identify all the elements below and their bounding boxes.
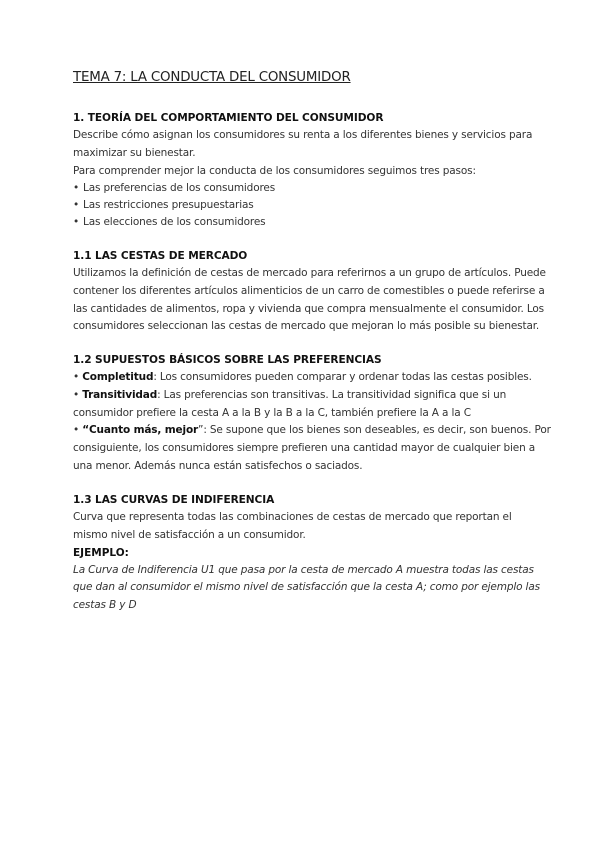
bullet-icon: •: [73, 371, 83, 383]
example-line: cestas B y D: [73, 599, 137, 612]
example-label: EJEMPLO:: [73, 546, 129, 559]
bullet-text: : Las preferencias son transitivas. La transitividad significa que si un: [157, 388, 507, 401]
bullet-icon: •: [73, 182, 80, 195]
section-1-1: [73, 248, 546, 336]
bullet-item: [73, 180, 533, 197]
bullet-text: Las elecciones de los consumidores: [83, 216, 266, 229]
bullet-text: : Los consumidores pueden comparar y ordenar todas las cestas posibles.: [153, 371, 532, 383]
paragraph-line: las cantidades de alimentos, ropa y vivienda que compra mensualmente el consumidor. Los: [73, 302, 545, 315]
paragraph-line: consiguiente, los consumidores siempre prefieren una cantidad mayor de cualquier bien a: [73, 442, 536, 455]
paragraph-line: maximizar su bienestar.: [73, 146, 196, 159]
bullet-text: ”: Se supone que los bienes son deseables, es decir, son buenos. Por: [198, 424, 551, 437]
bullet-text: Las restricciones presupuestarias: [83, 199, 254, 212]
term-cuanto-mas-mejor: “Cuanto más, mejor: [82, 424, 199, 437]
section-1-3: [73, 492, 540, 615]
document-title: TEMA 7: LA CONDUCTA DEL CONSUMIDOR: [73, 70, 351, 85]
term-transitividad: Transitividad: [82, 388, 158, 401]
paragraph-line: una menor. Además nunca están satisfechos o saciados.: [73, 459, 363, 472]
paragraph-line: Curva que representa todas las combinaciones de cestas de mercado que reportan el: [73, 511, 512, 523]
bullet-text: Las preferencias de los consumidores: [83, 182, 276, 195]
paragraph-line: mismo nivel de satisfacción a un consumidor.: [73, 528, 306, 541]
example-line: que dan al consumidor el mismo nivel de satisfacción que la cesta A; como por ejemplo las: [73, 581, 540, 594]
bullet-cuanto-mas-mejor: [73, 422, 551, 440]
paragraph-line: consumidor prefiere la cesta A a la B y la B a la C, también prefiere la A a la C: [73, 406, 471, 419]
section-1-3-heading: 1.3 LAS CURVAS DE INDIFERENCIA: [73, 494, 275, 506]
bullet-icon: •: [73, 388, 83, 401]
paragraph-line: consumidores seleccionan las cestas de mercado que mejoran lo más posible su bienestar.: [73, 320, 540, 333]
bullet-icon: •: [73, 424, 83, 437]
term-completitud: Completitud: [82, 371, 154, 383]
section-1-2: [73, 352, 551, 476]
bullet-item: [73, 214, 533, 231]
example-line: La Curva de Indiferencia U1 que pasa por la cesta de mercado A muestra todas las cestas: [73, 563, 534, 576]
section-1-1-heading: 1.1 LAS CESTAS DE MERCADO: [73, 250, 248, 262]
section-1-2-heading: 1.2 SUPUESTOS BÁSICOS SOBRE LAS PREFERENCIAS: [73, 354, 382, 366]
paragraph-line: contener los diferentes artículos alimenticios de un carro de comestibles o puede referirse a: [73, 284, 545, 297]
bullet-transitividad: [73, 387, 533, 405]
bullet-icon: •: [73, 216, 80, 229]
bullet-completitud: [73, 369, 533, 387]
bullet-icon: •: [73, 199, 80, 212]
bullet-item: [73, 197, 533, 214]
paragraph-line: Describe cómo asignan los consumidores su renta a los diferentes bienes y servicios para: [73, 129, 533, 141]
paragraph-line: Para comprender mejor la conducta de los consumidores seguimos tres pasos:: [73, 164, 476, 177]
paragraph-line: Utilizamos la definición de cestas de mercado para referirnos a un grupo de artículos. Puede: [73, 267, 546, 279]
section-1: [73, 110, 533, 231]
section-1-heading: 1. TEORÍA DEL COMPORTAMIENTO DEL CONSUMIDOR: [73, 112, 384, 124]
